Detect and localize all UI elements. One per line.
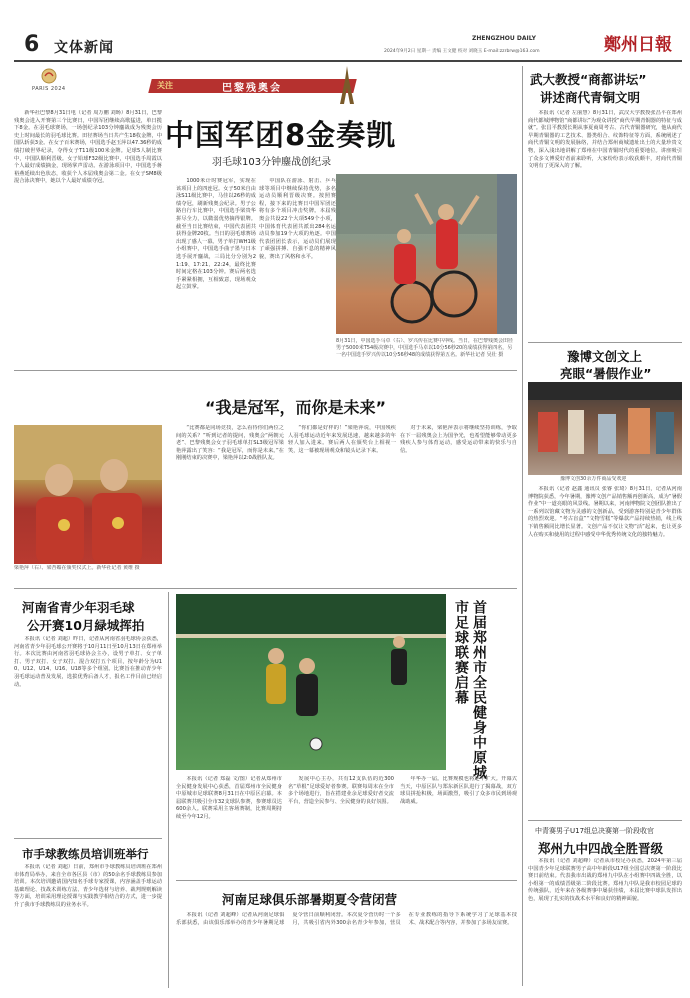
yubo-rule: [528, 820, 682, 821]
paralympics-rule: [14, 370, 517, 371]
paralympics-subhead: 羽毛球103分钟鏖战创纪录: [212, 157, 332, 168]
club-camp-body: 本报讯（记者 刘超峰）记者从河南足球俱乐部获悉，由该俱乐部举办的青少年暑期足球夏令营日前顺利闭营。本次夏令营历时一个多月，共吸引省内外300余名青少年参加，营员在专业教练的指导下系统学习了足球基本技术、战术配合等内容，并参加了多场友谊赛。: [176, 912, 517, 926]
u17-headline: 郑州九中四战全胜晋级: [538, 841, 664, 856]
yubo-headline-1: 豫博文创文上: [567, 349, 643, 364]
football-col3: 年华办一届。比赛规模也将逐年扩大。开幕式当天，中原区队与郑东新区队进行了揭幕战，双方球员拼抢积极，场面激烈，吸引了众多市民到场观战助威。: [400, 776, 517, 805]
paris-2024-emblem: [14, 66, 84, 96]
badminton-body: 本报讯（记者 刘超）昨日，记者从河南省羽毛球协会获悉，河南省青少年羽毛球公开赛将于10月11日至10月13日在郑州举行。本次比赛由河南省羽毛球协会主办，设男子单打、女子单打、男子双打、女子双打、混合双打五个项目，按年龄分为U10、U12、U14、U16、U18等多个组别。比赛旨在推动青少年羽毛球运动普及发展，选拔优秀后备人才，报名工作目前已经启动。: [14, 636, 162, 688]
football-photo: [176, 594, 446, 770]
football-rule: [176, 880, 517, 881]
eiffel-tower-icon: [336, 66, 358, 106]
football-col1: 本报讯（记者 郑磊 文/图）记者从郑州市全民健身发展中心获悉，首届郑州市全民健身中原城市足球联赛8月31日在中原区启幕。本届联赛共吸引全市32支球队参赛，参赛球员达600余人。联赛采用主客场赛制，比赛周期持续至今年12月。: [176, 776, 282, 820]
champion-col2: “你们都是好样的！”梁艳萍说，中国残疾人羽毛球运动近年来发展迅速，越来越多的年轻人加入进来。赛后两人在颁奖台上相视一笑，这一幕被现场观众和镜头记录下来。: [288, 425, 396, 454]
football-col2: 发展中心主办，共有12支队伍的近300名“草根”足球爱好者参赛。联赛每周末在全市多个场地进行，旨在搭建业余足球爱好者交流平台，营造全民参与、全民健身的良好氛围。: [288, 776, 394, 805]
race-photo-caption: 8月31日，中国选手马卓（右）、罗兴传在比赛中冲线。当日，在巴黎残奥会田径男子5000米T54级决赛中，中国选手马卓以10分56秒20的成绩获得第四名，另一名中国选手罗兴传以10分56秒48的成绩获得第五名。新华社记者 吴壮 摄: [336, 338, 514, 358]
wuda-headline-2: 讲述商代青铜文明: [540, 90, 641, 105]
champion-headline: “我是冠军，而你是未来”: [205, 398, 387, 417]
games-label: PARIS 2024: [32, 86, 66, 92]
race-photo: [336, 174, 497, 334]
paralympics-col3: 中国队在游泳、射击、乒乓球等项目中继续保持优势，多名运动员顺利晋级决赛。按照赛程，接下来的比赛日中国军团还将有多个项目冲击奖牌。本届残奥会共设22个大项549个小项，中国体育代表团共派出284名运动员参加19个大项的角逐。中国代表团团长表示，运动员们展现了顽强拼搏、自强不息的精神风貌，赛出了风格和水平。: [259, 178, 336, 260]
champion-photo-caption: 梁艳萍（右）、梁杏媚在颁奖仪式上。新华社记者 黄维 摄: [14, 565, 140, 571]
champion-col3: 对于未来，梁艳萍表示将继续坚持训练，争取在下一届残奥会上为国争光，也希望能够带动更多残疾人参与体育运动，感受运动带来的快乐与自信。: [400, 425, 517, 454]
champion-photo: [14, 425, 162, 564]
u17-body: 本报讯（记者 刘超峰）记者从市校足办获悉，2024年第三届中国青少年足球联赛男子高中年龄段U17组全国总决赛第一阶段比赛日前结束。代表我市出战的郑州九中队在小组赛中四战全胜，以小组第一的成绩晋级第二阶段比赛。郑州九中队是我市校园足球的传统强队，近年来在各级赛事中屡获佳绩，本届比赛中球队发挥出色，展现了扎实的技战术水平和良好的精神面貌。: [528, 858, 682, 902]
badminton-headline-2: 公开赛10月緑城挥拍: [27, 618, 145, 633]
yubo-photo-caption: 豫博文创30余万件商品受欢迎: [560, 476, 627, 482]
paralympics-headline: 中国军团8金奏凯: [165, 118, 397, 152]
coach-headline: 市手球教练员培训班举行: [22, 847, 149, 861]
yubo-body: 本报讯（记者 赵鑫 通讯员 张睿 张琦）8月31日，记者从河南博物院获悉，今年暑期，豫博文创产品销售额再创新高，成为“暑假作业”中一道亮眼的风景线。暑期以来，河南博物院文创团队推出了一系列以馆藏文物为灵感的文创新品，受到游客特别是青少年群体的热烈欢迎。“考古盲盒”“文物雪糕”等爆款产品持续热销，线上线下销售额同比增长显著。文创产品不仅让文物“活”起来，也让更多人在购买和使用的过程中感受中华优秀传统文化的独特魅力。: [528, 486, 682, 538]
champion-rule: [14, 588, 517, 589]
banner-tag: 关注: [157, 81, 173, 90]
football-vertical-title: [452, 600, 514, 786]
badminton-rule: [14, 838, 162, 839]
newspaper-logo: 鄭州日報: [604, 35, 672, 55]
coach-body: 本报讯（记者 刘超）日前，郑州市手球教练员培训班在郑州市体育局举办，来自全市各区县（市）的50余名手球教练员参加培训。本次培训邀请国内知名手球专家授课，内容涵盖手球运动基础理论、技战术训练方法、青少年选材与培养、裁判规则解读等方面，培训采用理论授课与实践教学相结合的方式，进一步提升了我市手球教练员的业务水平。: [14, 864, 162, 908]
champion-col1: “比赛都是同场竞技，怎么看待你们两位之间的关系？”听到记者的提问，残奥会“两朝元老”、巴黎残奥会女子羽毛球单打SL3级冠军梁艳萍露出了笑容：“我是冠军，而你是未来。”在刚刚结束的决赛中，梁艳萍以2:0战胜队友。: [176, 425, 284, 462]
paralympics-col1: 新华社巴黎8月31日电（记者 周万鹏 刘旸）8月31日，巴黎残奥会进入开赛第三个比赛日，中国军团继续高歌猛进，单日揽下8金。在羽毛球赛场，一场创纪录103分钟鏖战成为残奥会历史上时间最长的羽毛球比赛。田径赛场当日共产生18枚金牌，中国队斩获3金。在女子百米赛场，中国选手赵玉萍以47.36秒的成绩打破世界纪录，夺得女子T11级100米金牌。足球5人制比赛中，中国队顺利晋级。女子铅球F32级比赛中，中国选手周霞以个人最好成绩摘金，现场掌声雷动。在游泳项目中，中国选手蒋裕燕延续出色状态，收获个人本届残奥会第二金。在女子SM8级混合泳决赛中，她以个人最好成绩夺冠。: [14, 110, 162, 185]
wuda-rule: [528, 342, 682, 343]
header-rule: [14, 60, 682, 62]
mid-col-divider: [168, 592, 169, 988]
badminton-headline-1: 河南省青少年羽毛球: [22, 600, 135, 615]
football-vertical-headline: 首届郑州市全民健身中原城市足球联赛启幕: [453, 600, 487, 780]
page-number: 6: [24, 32, 40, 57]
wuda-headline-1: 武大教授“商都讲坛”: [530, 72, 647, 87]
wuda-body: 本报讯（记者 左丽慧）8月31日，武汉大学教授张昌平在郑州商代都城博物馆“商都讲坛”为观众讲授“商代早期青铜器的特征与成就”。张昌平教授长期从事夏商周考古、古代青铜器研究，他从商代早期青铜器的工艺技术、器类组合、纹饰特征等方面，系统阐述了商代青铜文明的发展脉络，并结合郑州商城遗址出土的大量珍贵文物，深入浅出地讲解了郑州在中国青铜时代的重要地位。讲座吸引了众多文博爱好者前来聆听，大家纷纷表示收获颇丰，对商代青铜文明有了更深入的了解。: [528, 110, 682, 170]
paralympics-col2: 1000米计时赛冠军，实现在该项目上的四连冠。女子50米自由泳S11级比赛中，马佳以26秒的成绩夺冠，刷新残奥会纪录。男子公路自行车比赛中，中国选手梁贵华拼尽全力，以微弱优势摘得银牌。截至当日比赛结束，中国代表团共获得金牌20枚。当日的羽毛球赛场出现了感人一幕。男子单打WH1级小组赛中，中国选手曲子墨与日本选手展开鏖战，三局比分分别为21:19、17:21、22:24，最终比赛时间定格在103分钟。赛后两名选手紧紧相拥，互相致意，现场观众起立鼓掌。: [176, 178, 256, 291]
u17-subtitle: 中青赛男子U17组总决赛第一阶段收官: [535, 827, 655, 835]
date-line: 2024年9月2日 星期一 责编 王文健 校对 刘晓玉 E-mail:zzrbrw@163.com: [384, 49, 540, 54]
yubo-headline-2: 亮眼“暑假作业”: [560, 366, 652, 381]
page-header: [14, 30, 682, 60]
race-photo-right: [497, 174, 517, 334]
yubo-photo: [528, 382, 682, 475]
banner-title: 巴黎残奥会: [222, 83, 282, 94]
right-col-divider: [522, 66, 523, 986]
paper-pinyin: ZHENGZHOU DAILY: [472, 35, 536, 42]
section-label: 文体新闻: [54, 40, 114, 56]
club-camp-headline: 河南足球俱乐部暑期夏令营闭营: [222, 892, 398, 907]
